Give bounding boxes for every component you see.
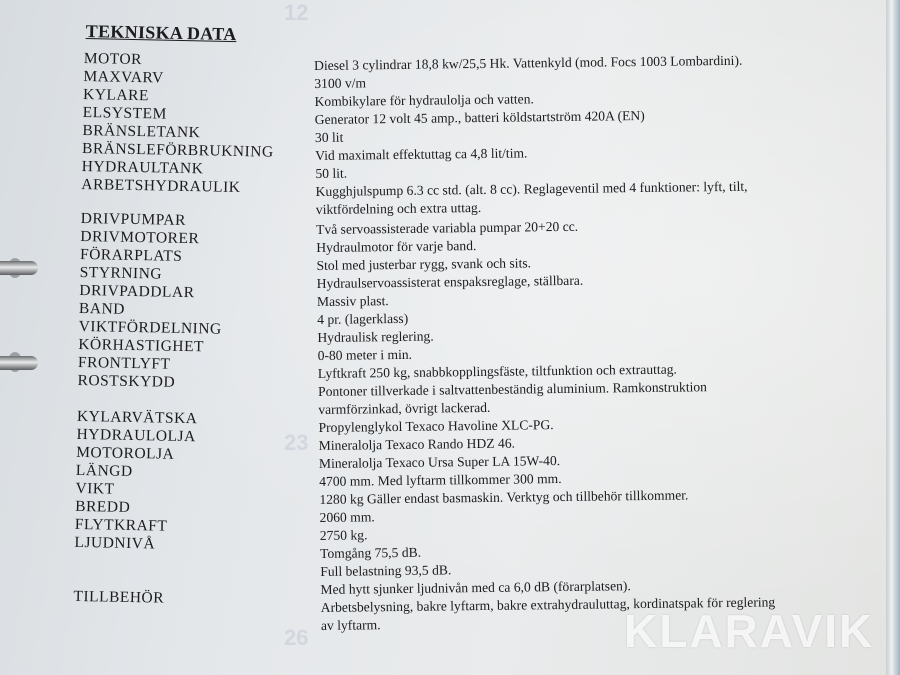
- spec-value: 3100 v/m: [314, 75, 367, 91]
- spec-label: TILLBEHÖR: [73, 587, 165, 607]
- spec-value: Pontoner tillverkade i saltvattenbeständig aluminium. Ramkonstruktion: [317, 379, 708, 399]
- spec-value: Hydraulservoassisterat enspaksreglage, ställbara.: [316, 272, 584, 291]
- spec-value: Tomgång 75,5 dB.: [319, 544, 422, 561]
- spec-label: MAXVARV: [83, 67, 164, 87]
- spec-label: MOTOR: [83, 49, 143, 69]
- spec-value: Hydraulmotor för varje band.: [316, 238, 477, 255]
- spec-value: Mineralolja Texaco Rando HDZ 46.: [318, 435, 516, 453]
- spec-label: ELSYSTEM: [82, 103, 168, 123]
- spec-value: Stol med justerbar rygg, svank och sits.: [316, 255, 532, 273]
- spec-value: 4700 mm. Med lyftarm tillkommer 300 mm.: [319, 471, 562, 489]
- spec-value: Diesel 3 cylindrar 18,8 kw/25,5 Hk. Vattenkyld (mod. Focs 1003 Lombardini).: [314, 52, 743, 73]
- spec-value: 2060 mm.: [319, 509, 375, 525]
- spec-value: Propylenglykol Texaco Havoline XLC-PG.: [318, 417, 554, 435]
- spec-value: varmförzinkad, övrigt lackerad.: [318, 399, 491, 417]
- spec-label: FRONTLYFT: [77, 353, 171, 373]
- spec-value: Mineralolja Texaco Ursa Super LA 15W-40.: [318, 453, 561, 471]
- spec-label: BRÄNSLETANK: [82, 121, 201, 142]
- spec-label: VIKT: [75, 479, 115, 498]
- spec-label: LJUDNIVÅ: [74, 533, 156, 553]
- document-page: 12 23 26 TEKNISKA DATA MOTOR MAXVARV KYLARE ELSYSTEM BRÄNSLETANK BRÄNSLEFÖRBRUKNING HYDRAULTANK ARBETSHYDRAULIK DRIVPUMPAR DRIVMOTORER FÖRARPLATS STYRNING DRIVPADDLAR BAND VIKTFÖRDELNING KÖRHASTIGHET FRONTLYFT ROSTSKYDD KYLARVÄTSKA HYDRAULOLJA MOTOROLJA LÄNGD VIKT BREDD FLYTKRAFT LJUDNIVÅ TILLBEHÖR Diesel 3 cylindrar 18,8 kw/25,5 Hk. Vattenkyld (mod. Focs 1003 Lombardini). 3100 v/m Kombikylare för hydraulolja och vatten. Generator 12 volt 45 amp., batteri köldstartström 420A (EN) 30 lit Vid maximalt effektuttag ca 4,8 lit/tim. 50 lit. Kugghjulspump 6.3 cc std. (alt. 8 cc). Reglageventil med 4 funktioner: lyft, tilt, viktfördelning och extra uttag. Två servoassisterade variabla pumpar 20+20 cc. Hydraulmotor för varje band. Stol med justerbar rygg, svank och sits. Hydraulservoassisterat enspaksreglage, ställbara. Massiv plast. 4 pr. (lagerklass) Hydraulisk reglering. 0-80 meter i min. Lyftkraft 250 kg, snabbkopplingsfäste, tiltfunktion och extrauttag. Pontoner tillverkade i saltvattenbeständig aluminium. Ramkonstruktion varmförzinkad, övrigt lackerad. Propylenglykol Texaco Havoline XLC-PG. Mineralolja Texaco Rando HDZ 46. Mineralolja Texaco Ursa Super LA 15W-40. 4700 mm. Med lyftarm tillkommer 300 mm. 1280 kg Gäller endast basmaskin. Verktyg och tillbehör tillkommer. 2060 mm. 2750 kg. Tomgång 75,5 dB. Full belastning 93,5 dB. Med hytt sjunker ljudnivån med ca 6,0 dB (förarplatsen). Arbetsbelysning, bakre lyftarm, bakre extrahydrauluttag, kordinatspak för reglering av lyftarm. KLARAVIK: [0, 0, 900, 675]
- spec-value: Hydraulisk reglering.: [317, 328, 434, 345]
- spec-value: Vid maximalt effektuttag ca 4,8 lit/tim.: [315, 145, 528, 163]
- spec-value: Lyftkraft 250 kg, snabbkopplingsfäste, tiltfunktion och extrauttag.: [317, 361, 677, 381]
- spec-value: Kombikylare för hydraulolja och vatten.: [314, 91, 534, 109]
- spec-label: VIKTFÖRDELNING: [78, 317, 222, 338]
- spec-label: BAND: [78, 299, 126, 318]
- spec-label: LÄNGD: [75, 461, 133, 481]
- spec-value: 50 lit.: [315, 165, 348, 181]
- spec-value: 4 pr. (lagerklass): [317, 310, 409, 327]
- binder-edge: [886, 0, 900, 675]
- spec-value: Massiv plast.: [316, 293, 389, 309]
- spec-label: BREDD: [75, 497, 131, 516]
- spec-value: Två servoassisterade variabla pumpar 20+20 cc.: [316, 218, 579, 237]
- spec-value: Full belastning 93,5 dB.: [320, 562, 452, 579]
- spec-value: Arbetsbelysning, bakre lyftarm, bakre extrahydrauluttag, kordinatspak för reglering: [320, 594, 776, 615]
- spec-label: DRIVMOTORER: [80, 227, 200, 248]
- spec-value: 30 lit: [314, 129, 344, 145]
- spec-value: Generator 12 volt 45 amp., batteri köldstartström 420A (EN): [314, 107, 645, 127]
- spec-label: DRIVPADDLAR: [79, 281, 195, 302]
- spec-label: HYDRAULOLJA: [76, 425, 196, 446]
- spec-label: KYLARVÄTSKA: [76, 407, 198, 428]
- spec-label: KÖRHASTIGHET: [78, 335, 205, 356]
- spec-value: av lyftarm.: [320, 617, 381, 633]
- spec-label: BRÄNSLEFÖRBRUKNING: [81, 139, 274, 161]
- spec-label: FLYTKRAFT: [74, 515, 168, 535]
- spec-label: STYRNING: [79, 263, 163, 283]
- spec-value: 2750 kg.: [319, 527, 368, 543]
- spec-labels-column: [73, 48, 324, 607]
- page-title: TEKNISKA DATA: [85, 21, 237, 45]
- spec-label: ARBETSHYDRAULIK: [81, 175, 241, 197]
- spec-label: FÖRARPLATS: [79, 245, 183, 265]
- watermark-logo: KLARAVIK: [624, 605, 875, 657]
- spec-value: Kugghjulspump 6.3 cc std. (alt. 8 cc). Reglageventil med 4 funktioner: lyft, tilt,: [315, 178, 748, 199]
- spec-label: KYLARE: [82, 85, 150, 105]
- spec-label: MOTOROLJA: [76, 443, 175, 463]
- spec-value: 0-80 meter i min.: [317, 346, 413, 363]
- spec-value: 1280 kg Gäller endast basmaskin. Verktyg och tillbehör tillkommer.: [319, 487, 689, 507]
- spec-label: DRIVPUMPAR: [80, 209, 187, 229]
- spec-label: ROSTSKYDD: [77, 371, 176, 391]
- spec-value: viktfördelning och extra uttag.: [315, 199, 482, 217]
- binder-ring-lower: [0, 356, 38, 370]
- spec-label: HYDRAULTANK: [81, 157, 204, 178]
- binder-ring-upper: [0, 261, 38, 275]
- spec-value: Med hytt sjunker ljudnivån med ca 6,0 dB (förarplatsen).: [320, 578, 631, 597]
